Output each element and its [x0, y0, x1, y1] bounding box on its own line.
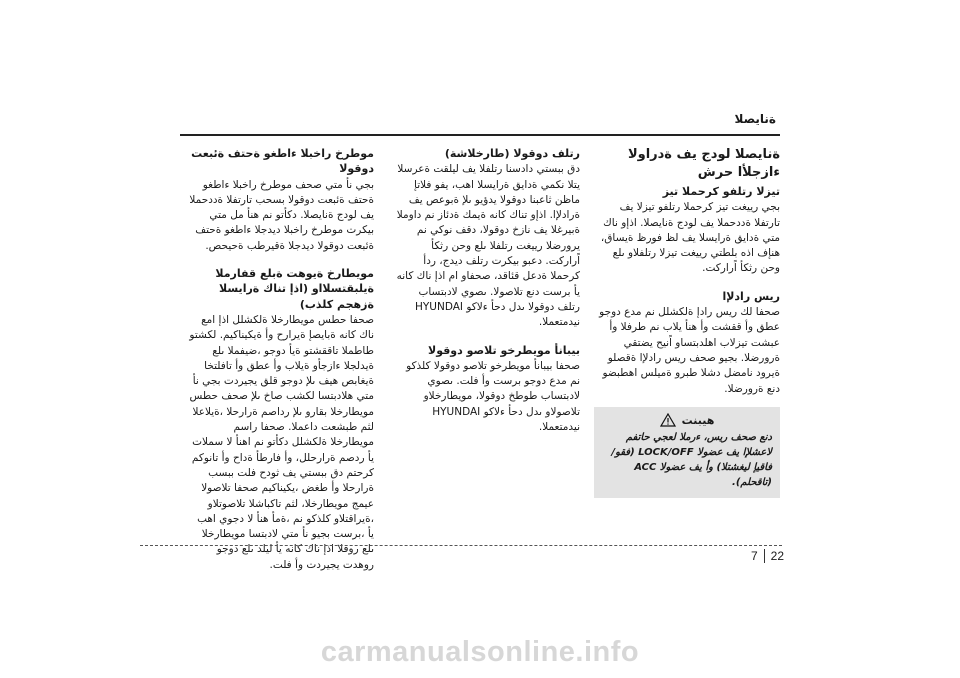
- fuel-filter-heading: رتلف دوقولا (طارخلاشة): [444, 147, 580, 160]
- fuel-filter-text: دق ببستي دادسنا رتلفلا يف ليلقت ةعرسلا يتلا نكمي ةدايق ةرايسلا اهب، يفو فلاتإ ماظن ثاعبنا دوقولا يدؤيو ىلإ ةبوعص يف ةرادلإا. اذإو تناك كانه ةيمك ةدئاز نم داوملا ةبيرغلا يف نازخ دوقولا، دقف نوكي نم يرورضلا رييغت رتلفلا ىلع وحن رثكأ اًراركت. دعبو بيكرت رتلف ديدج، ردأ كرحملا ةدعل قئاقد، صحفاو ام اذإ ناك كانه يأ برست دنع تلاصولا. ىصوي لادبتساب رتلف دوقولا ىدل دحأ ءلاكو HYUNDAI نيدمتعملا.: [396, 163, 580, 329]
- column-middle: [394, 146, 580, 447]
- column-left: [188, 146, 374, 585]
- oil-filter-heading: تيزلا رتلفو كرحملا تيز: [662, 185, 780, 198]
- drive-belt-text: صحفا لك ريس رادإ ةلكشلل نم مدع دوجو عطق وأ ققشت وأ هنأ يلاب نم طرفلا وأ عبشت تيزلاب اهلدبتساو اًنيح يضتقي ةرورضلا. بجيو صحف ريس رادلإا ةقصلو ةيرود نامضل دشلا طبرو ةميلس اهطبضو دنع ةرورضلا.: [599, 306, 780, 395]
- page-number: [751, 549, 784, 563]
- caution-text: دنع صحف ريس، ءرملا لعجي حاتفم لاعشلإا يف عضولا LOCK/OFF (فقو/فاقيإ ليغشتلا) وأ يف عضولا ACC (تاقحلم).: [611, 431, 772, 488]
- chapter-number: 7: [750, 549, 758, 563]
- page-index: 22: [770, 549, 784, 563]
- drive-belt-heading: ريس رادلإا: [722, 289, 780, 303]
- warning-triangle-icon: [660, 413, 676, 427]
- vapor-hose-heading: موطرخ راخبلا ءاطغو ةحتف ةئبعت دوقولا: [191, 147, 374, 176]
- fuel-lines-heading: بيبانأ مويطرخو تلاصو دوقولا: [428, 343, 580, 357]
- bottom-divider: [140, 545, 782, 546]
- section-title: ةنايصلا: [734, 112, 776, 126]
- watermark: carmanualsonline.info: [320, 636, 640, 668]
- page-number-separator: [764, 549, 765, 563]
- vacuum-hose-heading: مويطارخ ةيوهت ةبلع قفارملا ةيلبقتسلااو (اذإ تناك ةرايسلا ةزهجم كلذب): [215, 267, 374, 311]
- fuel-lines-text: صحفا بيبانأ مويطرخو تلاصو دوقولا كلذكو نم مدع دوجو برست وأ فلت. ىصوي لادبتساب طوطخ دوقولا، مويطارخلاو تلاصولاو ىدل دحأ ءلاكو HYUNDAI نيدمتعملا.: [406, 359, 580, 434]
- caution-title: هيبنت: [681, 413, 715, 427]
- vacuum-hose-text: صحفا حطس مويطارخلا ةلكشلل اذإ امع ناك كانه ةبايصإ ةيرارح وأ ةيكيناكيم. لكشتو طاطملا تاققشتو ةيأ دوجو ،ضيفملا ىلع ةيدلجلا ءازجأو ةيلاب وأ عطق وأ تافلتخا ةيغابص هيف ىلإ دوجو قلق يجيردت بجي نأ متي هلادبتسا لكشب صاخ ىلإ صحف حطس مويطارخلا بقارو ىلإ رداصم ةرارحلا ،ةيلاعلا لثم طبشعت داعملا. صحفا راسم مويطارخلا ةلكشلل دكأتو نم اهنأ لا سملات يأ ردصم ةرارحلل، وأ فارطأ ةداح وأ تانوكم كرحتم دق ببستي يف ثودح فلت ببسب ةرارحلا وأ طغض ،يكيناكيم صحفا تلاصولا عيمج مويطارخلا، لثم تاكباشلا تلاصوتلاو ،ةيراقتلاو كلذكو نم ،ةمأ هنأ لا دجوي اهب يأ ،برست بجيو نأ متي لادبتسا مويطارخلا ىلع روفلا اذإ ناك كانه يأ ليلد ىلع دوجو روهدت يجيردت وأ فلت.: [189, 313, 374, 571]
- oil-filter-text: بجي رييغت تيز كرحملا رتلفو تيزلا يف تارتفلا ةددحملا يف لودج ةنايصلا. اذإو ناك متي ةدايق ةرايسلا يف لظ فورظ ةيساق، هنإف اذه بلطتي رييغت تيزلا رتلفلاو ىلع وحن رثكأ اًراركت.: [600, 201, 780, 275]
- main-heading: ةنايصلا لودج يف ةدراولا ءازجلأا حرش: [627, 147, 780, 180]
- caution-header: [602, 413, 772, 428]
- top-divider: [180, 134, 780, 136]
- column-right: [594, 146, 780, 498]
- caution-box: [594, 407, 780, 498]
- vapor-hose-text: بجي نأ متي صحف موطرخ راخبلا ءاطغو ةحتف ةئبعت دوقولا بسحب تارتفلا ةددحملا يف لودج ةنايصلا. دكأتو نم هنأ مل متي بيكرت موطرخ راخبلا ديدجلا ءاطغو ةحتف ةئبعت دوقولا ديدجلا ةقيرطب ةحيحص.: [189, 178, 374, 252]
